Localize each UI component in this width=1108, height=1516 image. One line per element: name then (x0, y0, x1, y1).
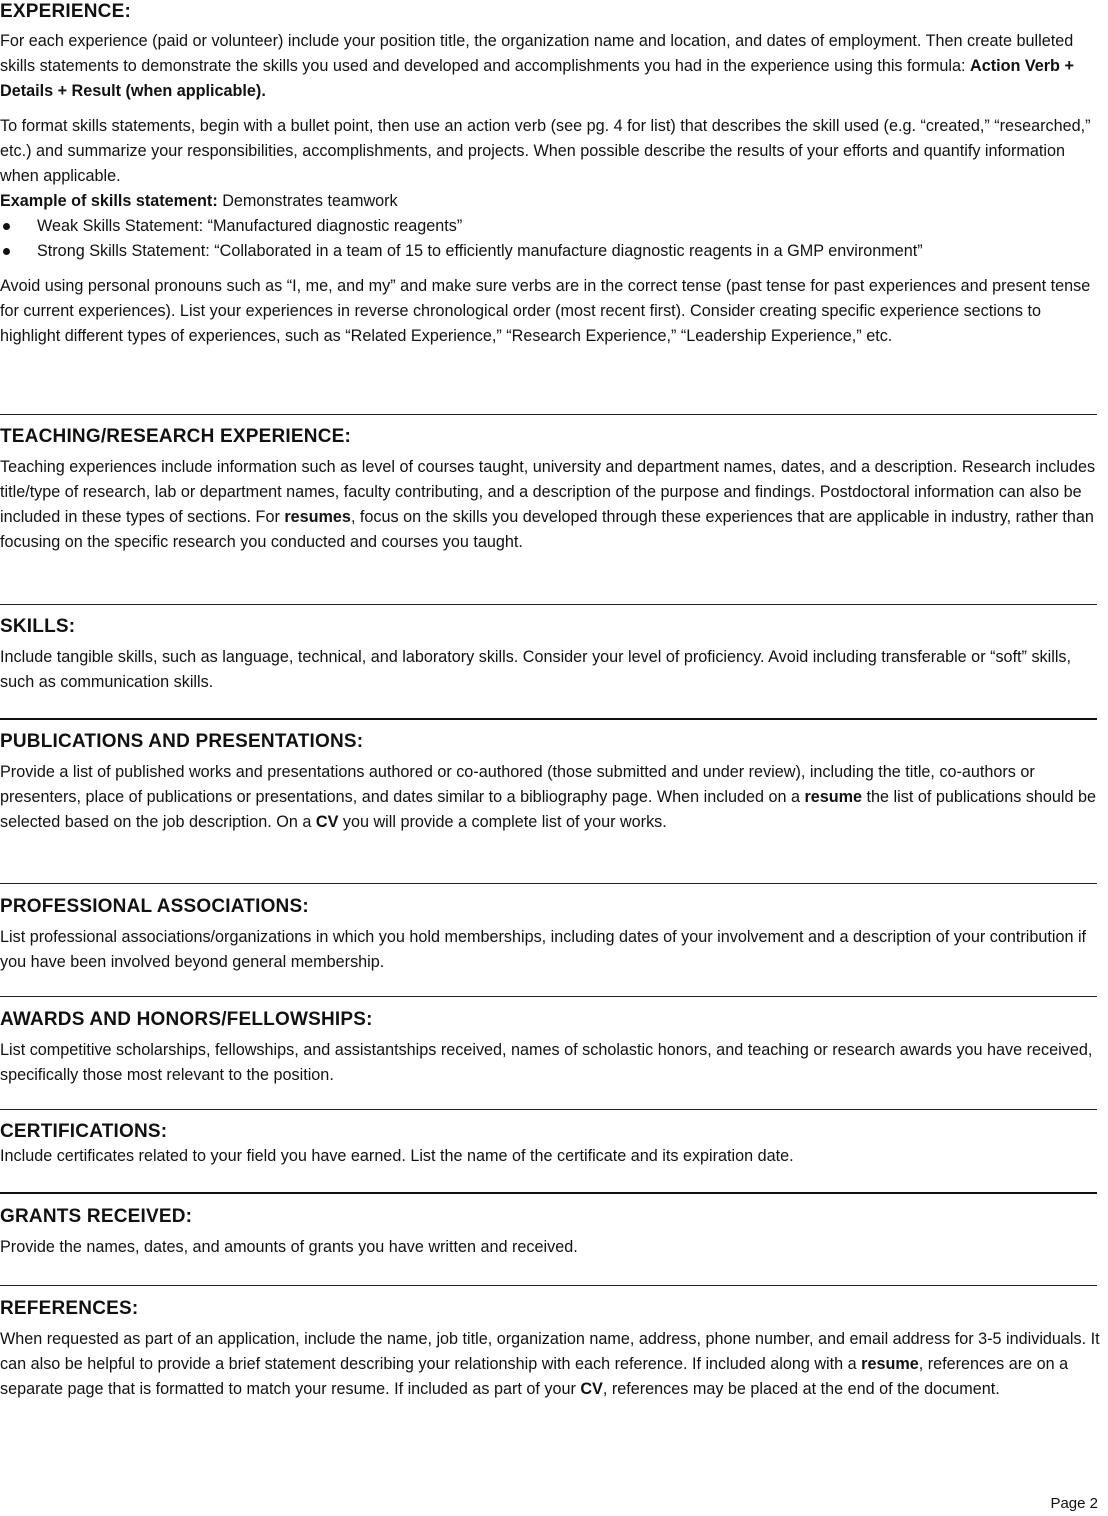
publications-heading: PUBLICATIONS AND PRESENTATIONS: (0, 731, 364, 752)
section-divider (0, 718, 1097, 720)
publications-text (0, 760, 1108, 835)
section-skills (0, 615, 1100, 695)
skills-statement-list (0, 214, 1100, 264)
teaching-text-a: Teaching experiences include information such as level of courses taught, university and department names, dates, and a description. Research includes title/type of research, lab or department names, faculty contributing, and a description of the purpose and findings. Postdoctoral information can also be included in these types of sections. For (0, 458, 1096, 526)
list-item: Weak Skills Statement: “Manufactured diagnostic reagents” (0, 214, 1100, 239)
experience-formula: Action Verb + Details + Result (when applicable). (0, 57, 1074, 100)
publications-text-resume: resume (804, 788, 863, 806)
section-divider (0, 604, 1097, 605)
section-divider (0, 1109, 1097, 1110)
publications-text-a: Provide a list of published works and presentations authored or co-authored (those submitted and under review), including the title, co-authors or presenters, place of publications or presentations, and dates similar to a bibliography page. When included on a (0, 763, 1035, 806)
teaching-heading: TEACHING/RESEARCH EXPERIENCE: (0, 426, 352, 447)
references-text-cv: CV (580, 1380, 603, 1398)
section-publications (0, 730, 1108, 835)
references-heading: REFERENCES: (0, 1298, 139, 1319)
references-text-resume: resume (861, 1355, 919, 1373)
section-divider (0, 1192, 1097, 1194)
associations-heading: PROFESSIONAL ASSOCIATIONS: (0, 896, 309, 917)
certifications-text: Include certificates related to your field you have earned. List the name of the certificate and its expiration date. (0, 1147, 794, 1165)
skills-heading: SKILLS: (0, 616, 76, 637)
grants-text: Provide the names, dates, and amounts of grants you have written and received. (0, 1238, 578, 1256)
list-item: Strong Skills Statement: “Collaborated in a team of 15 to efficiently manufacture diagnostic reagents in a GMP environment” (0, 239, 1100, 264)
teaching-text-c: , focus on the skills you developed through these experiences that are applicable in industry, rather than focusing on the specific research you conducted and courses you taught. (0, 508, 1094, 551)
awards-heading: AWARDS AND HONORS/FELLOWSHIPS: (0, 1009, 373, 1030)
section-grants (0, 1205, 1100, 1260)
section-references (0, 1297, 1104, 1402)
publications-text-e: you will provide a complete list of your works. (338, 813, 667, 831)
skills-text: Include tangible skills, such as language, technical, and laboratory skills. Consider your level of proficiency. Avoid including transferable or “soft” skills, such as communication skills. (0, 648, 1072, 691)
page-number: Page 2 (1050, 1495, 1098, 1512)
certifications-heading: CERTIFICATIONS: (0, 1121, 168, 1142)
section-divider (0, 414, 1097, 415)
grants-heading: GRANTS RECEIVED: (0, 1206, 193, 1227)
experience-example (0, 189, 1100, 214)
experience-heading: EXPERIENCE: (0, 1, 132, 22)
section-divider (0, 996, 1097, 997)
section-certifications (0, 1120, 1100, 1169)
example-label: Example of skills statement: (0, 192, 218, 210)
example-text: Demonstrates teamwork (217, 192, 398, 210)
experience-intro-text: For each experience (paid or volunteer) include your position title, the organization name and location, and dates of employment. Then create bulleted skills statements to demonstrate the skills you used and developed and accomplishments you had in the experience using this formula: (0, 32, 1074, 75)
section-associations (0, 895, 1106, 975)
teaching-text (0, 455, 1104, 555)
references-text-a: When requested as part of an application, include the name, job title, organization name, address, phone number, and email address for 3-5 individuals. It can also be helpful to provide a brief statement describing your relationship with each reference. If included along with a (0, 1330, 1100, 1373)
publications-text-cv: CV (315, 813, 339, 831)
section-awards (0, 1008, 1100, 1088)
references-text-c: , references are on a separate page that is formatted to match your resume. If included as part of your (0, 1355, 1069, 1398)
experience-pronouns-text: Avoid using personal pronouns such as “I, me, and my” and make sure verbs are in the correct tense (past tense for past experiences and present tense for current experiences). List your experiences in reverse chronological order (most recent first). Consider creating specific experience sections to highlight different types of experiences, such as “Related Experience,” “Research Experience,” “Leadership Experience,” etc. (0, 277, 1091, 345)
experience-intro (0, 29, 1100, 104)
associations-text: List professional associations/organizations in which you hold memberships, including dates of your involvement and a description of your contribution if you have been involved beyond general membership. (0, 928, 1087, 971)
section-teaching-research (0, 425, 1104, 555)
references-text (0, 1327, 1104, 1402)
awards-text: List competitive scholarships, fellowships, and assistantships received, names of scholastic honors, and teaching or research awards you have received, specifically those most relevant to the position. (0, 1041, 1093, 1084)
teaching-text-resumes: resumes (284, 508, 351, 526)
publications-text-c: the list of publications should be selected based on the job description. On a (0, 788, 1097, 831)
references-text-e: , references may be placed at the end of the document. (602, 1380, 1000, 1398)
experience-format-text: To format skills statements, begin with a bullet point, then use an action verb (see pg. 4 for list) that describes the skill used (e.g. “created,” “researched,” etc.) and summarize your responsibilities, accomplishments, and projects. When possible describe the results of your efforts and quantify information when applicable. (0, 117, 1091, 185)
section-divider (0, 1285, 1097, 1286)
section-divider (0, 883, 1097, 884)
section-experience (0, 0, 1100, 349)
